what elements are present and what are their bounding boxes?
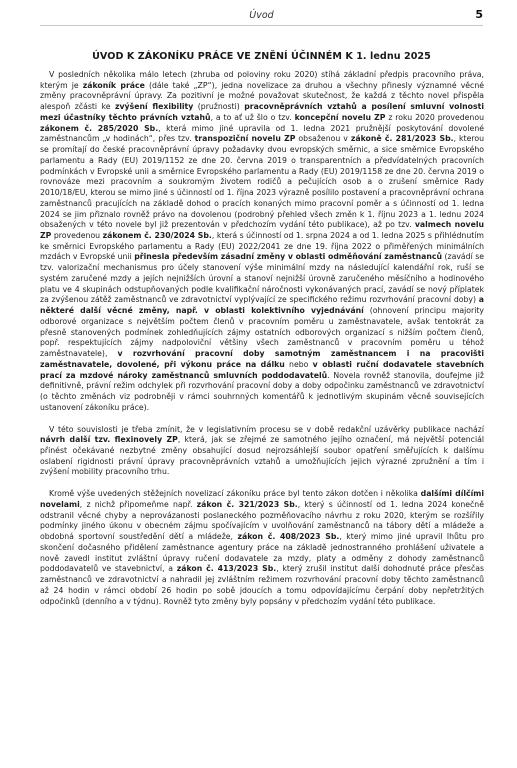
text-run: V této souvislosti je třeba zmínit, že v legislativním procesu se v době redakční uzávěrky publikace nachází (49, 424, 484, 434)
text-run: , který mimo jiné upravil lhůtu pro skončení dočasného přidělení zaměstnance agentury práce na základě jednostranného prohlášení uživatele a nově zavedl institut zvláštní úpravy ručení dodavatele za mzdy, platy a odměny z dohody zaměstnanců poddodavatelů ve stavebnictví, a (40, 532, 485, 574)
text-run: , a to ať už šlo o tzv. (210, 112, 295, 122)
text-run: , kterou se promítají do české pracovněprávní úpravy požadavky dvou evropských směrnic, a sice směrnice Evropského parlamentu a Rady (EU) 2019/1152 ze dne 20. června 2019 o transparentních a předvídatelných pracovních podmínkách v Evropské unii a směrnice Evropského parlamentu a Rady (EU) 2019/1158 ze dne 20. června 2019 o rovnováze mezi pracovním a soukromým životem rodičů a pečujících osob a o zrušení směrnice Rady 2010/18/EU, kterou se mimo jiné s účinností od 1. října 2023 výrazně posílilo postavení a pracovněprávní ochrana zaměstnanců pracujících na základě dohod o pracích konaných mimo pracovní poměr a s účinností od 1. ledna 2024 se jim přiznalo rovněž právo na dovolenou (podrobný přehled všech změn k 1. říjnu 2023 a 1. lednu 2024 obsažených v této novele byl již prezentován v předchozím vydání této publikace), až po tzv. (40, 134, 485, 230)
bold-text-run: návrh další tzv. flexinovely ZP (40, 435, 178, 445)
text-run: nebo (284, 359, 313, 369)
text-run: , která mimo jiné upravila od 1. ledna 2021 pružnější poskytování dovolené zaměstnancům „v hodinách“, přes tzv. (40, 123, 484, 144)
bold-text-run: přinesla především zásadní změny v oblasti odměňování zaměstnanců (134, 252, 443, 262)
bold-text-run: zákoně č. 281/2023 Sb. (350, 134, 454, 144)
paragraph-3 (40, 489, 484, 607)
text-run: V posledních několika málo letech (zhruba od poloviny roku 2020) stíhá základní předpis pracovního práva, kterým je (40, 70, 484, 90)
bold-text-run: transpoziční novelu ZP (194, 134, 296, 144)
bold-text-run: zákoník práce (82, 80, 145, 90)
page-number: 5 (475, 8, 483, 21)
text-run: . Novela rovněž stanovila, doufejme již definitivně, právní režim odchylek při rozvrhování pracovní doby a doby odpočinku zaměstnanců ve zdravotnictví (o těchto změnách viz podrobněji v rámci souhrnných komentářů k jednotlivým skupinám věcně souvisejících ustanovení zákoníku práce). (40, 370, 484, 412)
running-title: Úvod (249, 10, 274, 21)
text-run: obsaženou v (295, 134, 351, 144)
text-run: (ohnovení principu majority odborové organizace s největším počtem členů v pracovním poměru u zaměstnavatele, avšak tentokrát za přesně stanovených podmínek zohledňujících zájmy ostatních odborových organizací s nižším počtem členů, popř. respektujících zájmy nadpoloviční většiny všech zaměstnanců v pracovním poměru u téhož zaměstnavatele), (40, 306, 484, 359)
text-run: (zavádí se tzv. valorizační mechanismus pro účely stanovení výše minimální mzdy na následující kalendářní rok, ruší se systém zaručené mzdy a jejích nejnižších úrovní a stanoví nejnižší úrovně zaručeného měsíčního a hodinového platu ve 4 skupinách odstupňovaných podle kvalifikační náročnosti vykonávaných prací, zavádí se nový příplatek za zvýšenou zátěž zaměstnanců ve zdravotnictví vyplývající ze specifického režimu rozvrhování pracovní doby) (40, 252, 484, 305)
section-title: ÚVOD K ZÁKONÍKU PRÁCE VE ZNĚNÍ ÚČINNÉM K 1. lednu 2025 (92, 51, 431, 62)
paragraph-2 (40, 425, 484, 479)
page-header (40, 9, 483, 26)
text-run: Kromě výše uvedených stěžejních novelizací zákoníku práce byl tento zákon dotčen i několika (49, 489, 421, 499)
bold-text-run: dalšími dílčími novelami (40, 489, 484, 509)
text-run: , který s účinností od 1. ledna 2024 konečně odstranil věcné chyby a neprovázanosti poslaneckého pozměňovacího návrhu z roku 2020, kterým se rozšířily podmínky jiného úkonu v obecném zájmu spočívajícím v uvolňování zaměstnanců na tábory dětí a mládeže a obdobná sportovní soustředění dětí a mládeže, (40, 499, 484, 542)
text-run: , která s účinností od 1. srpna 2024 a od 1. ledna 2025 s přihlédnutím ke směrnici Evropského parlamentu a Rady (EU) 2022/2041 ze dne 19. října 2022 o přiměřených minimálních mzdách v Evropské unii (40, 231, 484, 262)
bold-text-run: zákonem č. 230/2024 Sb. (102, 231, 212, 241)
text-run: z roku 2020 provedenou (385, 112, 484, 122)
text-run: (pružnosti) (193, 102, 245, 112)
text-run: , z nichž připomeňme např. (79, 499, 197, 509)
bold-text-run: valmech novelu ZP (40, 220, 484, 241)
text-run: , který zrušil institut další dohodnuté práce přesčas zaměstnanců ve zdravotnictví a nahradil jej zvláštním režimem rozvrhování pracovní doby těchto zaměstnanců až 24 hodin v rámci období 26 hodin po sobě jdoucích a tomu odpovídajícímu čerpání doby nepřetržitých odpočinků (denního a v týdnu). Rovněž tyto změny byly popsány v předchozím vydání této publikace. (40, 564, 485, 606)
bold-text-run: zvýšení flexibility (114, 102, 194, 112)
bold-text-run: v rozvrhování pracovní doby samotným zaměstnancem i na pracovišti zaměstnavatele, dovolené, při výkonu práce na dálku (40, 349, 484, 369)
paragraph-1 (40, 70, 484, 414)
bold-text-run: zákon č. 413/2023 Sb. (176, 564, 277, 574)
text-run: provedenou (51, 231, 103, 241)
text-run: (dále také „ZP“), jedna novelizace za druhou a všechny přinesly významné věcné změny pracovněprávní úpravy. Za pozitivní je možné považovat skutečnost, že každá z těchto novel přispěla alespoň zčásti ke (40, 80, 485, 112)
text-run: , která, jak se zřejmé ze samotného jejího označení, má největší potenciál přinést očekávané nezbytné změny obsahující dosud nejrozsáhlejší soubor opatření směřujících k dalšímu oslabení rigidnosti právní úpravy pracovněprávních vztahů a umožňujících jejich výrazné zpružnění a tím i zvýšení mobility pracovního trhu. (40, 435, 484, 477)
bold-text-run: a některé další věcné změny, např. v oblasti kolektivního vyjednávání (40, 295, 484, 316)
bold-text-run: zákon č. 408/2023 Sb. (237, 532, 340, 542)
bold-text-run: v oblasti ruční dodavatele stavebních prací za mzdové nároky zaměstnanců smluvních poddodavatelů (40, 359, 484, 380)
bold-text-run: pracovněprávních vztahů a posílení smluvní volnosti mezi účastníky těchto právních vztahů (40, 102, 484, 122)
bold-text-run: koncepční novelu ZP (294, 112, 386, 122)
body-text (40, 70, 484, 607)
bold-text-run: zákonem č. 285/2020 Sb. (40, 123, 159, 133)
bold-text-run: zákon č. 321/2023 Sb. (196, 499, 298, 509)
